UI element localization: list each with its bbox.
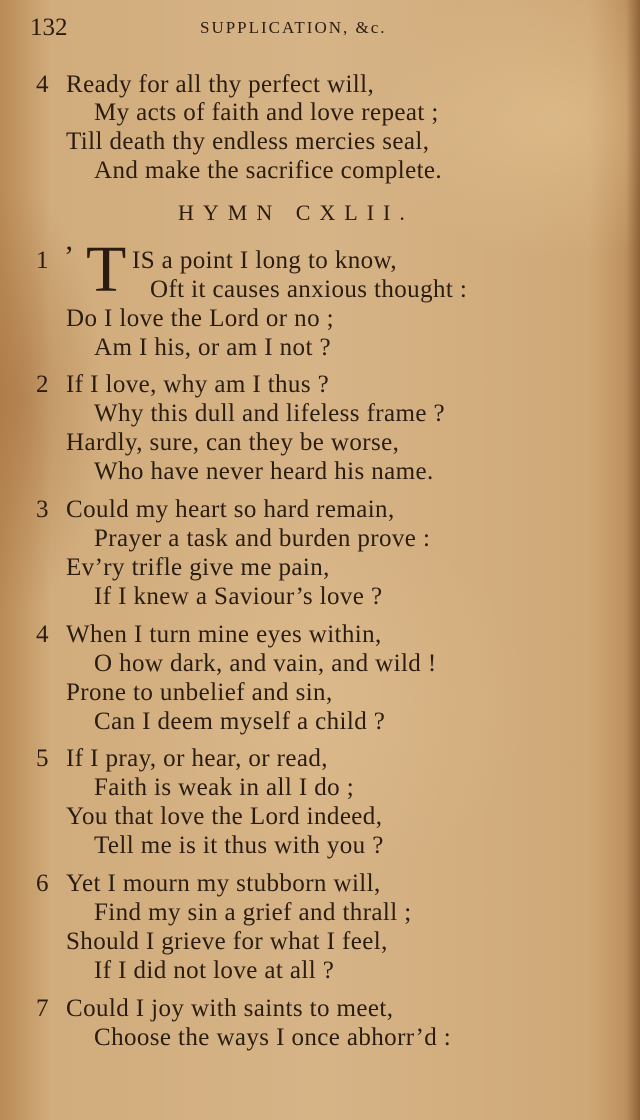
verse-number: 7	[36, 995, 49, 1022]
verse-line: My acts of faith and love repeat ;	[94, 99, 439, 126]
dropcap-apostrophe: ’	[64, 240, 74, 273]
verse-line: Find my sin a grief and thrall ;	[94, 899, 412, 926]
running-title: SUPPLICATION, &c.	[200, 18, 387, 37]
verse-number: 4	[36, 71, 49, 98]
verse-line: Ev’ry trifle give me pain,	[66, 554, 330, 581]
verse-line: Choose the ways I once abhorr’d :	[94, 1024, 452, 1051]
verse-line: Could I joy with saints to meet,	[66, 995, 394, 1022]
verse-line: Am I his, or am I not ?	[94, 334, 331, 361]
verse-line: If I knew a Saviour’s love ?	[94, 583, 383, 610]
verse-number: 3	[36, 496, 49, 523]
verse-line: Tell me is it thus with you ?	[94, 832, 384, 859]
page-number: 132	[30, 14, 68, 41]
hymn-title: HYMN CXLII.	[178, 200, 414, 225]
verse-line: O how dark, and vain, and wild !	[94, 650, 437, 677]
verse-line: If I love, why am I thus ?	[66, 371, 330, 398]
verse-line: Oft it causes anxious thought :	[150, 276, 468, 303]
verse-number: 6	[36, 870, 49, 897]
verse-line: Why this dull and lifeless frame ?	[94, 400, 446, 427]
verse-number: 4	[36, 621, 49, 648]
drop-cap: T	[86, 233, 127, 306]
verse-line: Could my heart so hard remain,	[66, 496, 395, 523]
verse-line: Should I grieve for what I feel,	[66, 928, 388, 955]
verse-line: When I turn mine eyes within,	[66, 621, 382, 648]
verse-line: You that love the Lord indeed,	[66, 803, 383, 830]
verse-number: 2	[36, 371, 49, 398]
verse-line: Prayer a task and burden prove :	[94, 525, 431, 552]
verse-line: Prone to unbelief and sin,	[66, 679, 333, 706]
verse-line: Faith is weak in all I do ;	[94, 774, 355, 801]
verse-line: Till death thy endless mercies seal,	[66, 128, 430, 155]
verse-line: Hardly, sure, can they be worse,	[66, 429, 400, 456]
verse-line: If I did not love at all ?	[94, 957, 335, 984]
running-head	[30, 14, 470, 44]
verse-line: And make the sacrifice complete.	[94, 157, 443, 184]
verse-line: IS a point I long to know,	[132, 247, 398, 274]
page-gutter-shadow	[626, 0, 640, 1120]
verse-line: Can I deem myself a child ?	[94, 708, 386, 735]
verse-number: 1	[36, 247, 49, 274]
verse-line: Do I love the Lord or no ;	[66, 305, 334, 332]
verse-line: Yet I mourn my stubborn will,	[66, 870, 381, 897]
verse-number: 5	[36, 745, 49, 772]
verse-line: Ready for all thy perfect will,	[66, 71, 375, 98]
verse-line: Who have never heard his name.	[94, 458, 434, 485]
verse-line: If I pray, or hear, or read,	[66, 745, 328, 772]
